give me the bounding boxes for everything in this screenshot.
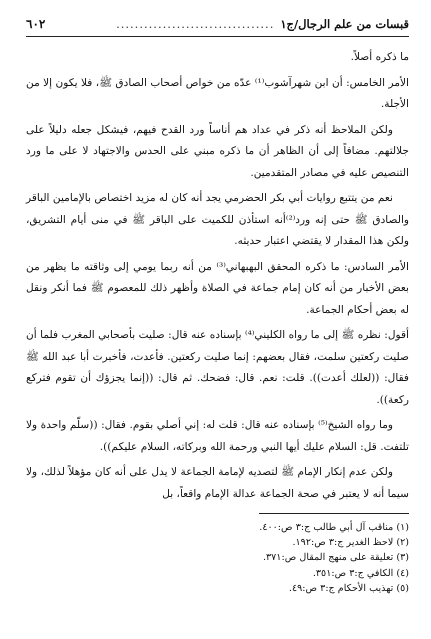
footnote: (٢) لاحظ الغدير ج:٣ ص:١٩٢. bbox=[292, 537, 409, 549]
footnote: (٤) الكافي ج:٣ ص:٣٥١. bbox=[312, 567, 409, 579]
footnote: (٥) تهذيب الأحكام ج:٣ ص:٤٩. bbox=[288, 582, 409, 594]
paragraph: الأمر الخامس: أن ابن شهرآشوب⁽¹⁾ عدّه من خواص أصحاب الصادق ﷺ، فلا يكون إلا من الأجلة. bbox=[26, 76, 409, 110]
page-number: ٦٠٢ bbox=[26, 17, 46, 31]
paragraph: وما رواه الشيخ⁽⁵⁾ بإسناده عنه قال: قلت له: إني أصلي بقوم. فقال: ((سلّم واحدة ولا تلتفت. قل: السلام عليك أيها النبي ورحمة الله وبركاته، السلام عليكم)). bbox=[26, 419, 409, 453]
footnote-rule bbox=[259, 513, 409, 514]
paragraph: ما ذكره أصلاً. bbox=[350, 51, 409, 63]
page-header bbox=[26, 14, 409, 34]
header-title-group bbox=[116, 14, 409, 34]
footnote: (١) مناقب آل أبي طالب ج:٣ ص:٤٠٠. bbox=[259, 522, 409, 533]
paragraph: نعم من يتتبع روايات أبي بكر الحضرمي يجد أنه كان له مزيد اختصاص بالإمامين الباقر والصادق ﷺ حتى إنه ورد⁽²⁾أنه استأذن للكميت على الباقر ﷺ في منى أيام التشريق، ولكن هذا المقدار لا يقتضي اعتبار حديثه. bbox=[26, 192, 409, 247]
running-title: قبسات من علم الرجال/ج١ bbox=[280, 17, 409, 31]
paragraph: ولكن عدم إنكار الإمام ﷺ لتصديه لإمامة الجماعة لا يدل على أنه كان مؤهلاً لذلك، ولا سيما أنه لا يعتبر في صحة الجماعة عدالة الإمام واقعاً، بل bbox=[26, 466, 409, 500]
paragraph: الأمر السادس: ما ذكره المحقق البهبهاني⁽³⁾ من أنه ربما يومي إلى وثاقته ما يظهر من بعض الأخبار من أنه كان إمام جماعة في الصلاة وأظهر ذلك للمعصوم ﷺ فما أنكر ونقل له بعض أحكام الجماعة. bbox=[26, 260, 409, 316]
footnotes bbox=[26, 520, 409, 596]
header-rule bbox=[26, 36, 409, 37]
header-dot-leader: .................................. bbox=[116, 17, 275, 31]
paragraph: ولكن الملاحظ أنه ذكر في عداد هم أناساً ورد القدح فيهم، فيشكل جعله دليلاً على جلالتهم. مضافاً إلى أن الظاهر أن ما ذكره مبني على الحدس والاجتهاد لا على ما ورد التنصيص عليه في مصادر المتقدمين. bbox=[26, 123, 409, 179]
paragraph: أقول: نظره ﷺ إلى ما رواه الكليني⁽⁴⁾ بإسناده عنه قال: صليت بأصحابي المغرب فلما أن صليت ركعتين سلمت، فقال بعضهم: إنما صليت ركعتين. فأعدت، فأخبرت أبا عبد الله ﷺ فقال: ((لعلك أعدت)). قلت: نعم. قال: فضحك. ثم قال: ((إنما يجزؤك أن تقوم فتركع ركعة)). bbox=[26, 329, 410, 406]
footnote: (٣) تعليقة على منهج المقال ص:٣٧١. bbox=[262, 552, 409, 564]
body-text bbox=[26, 47, 409, 505]
